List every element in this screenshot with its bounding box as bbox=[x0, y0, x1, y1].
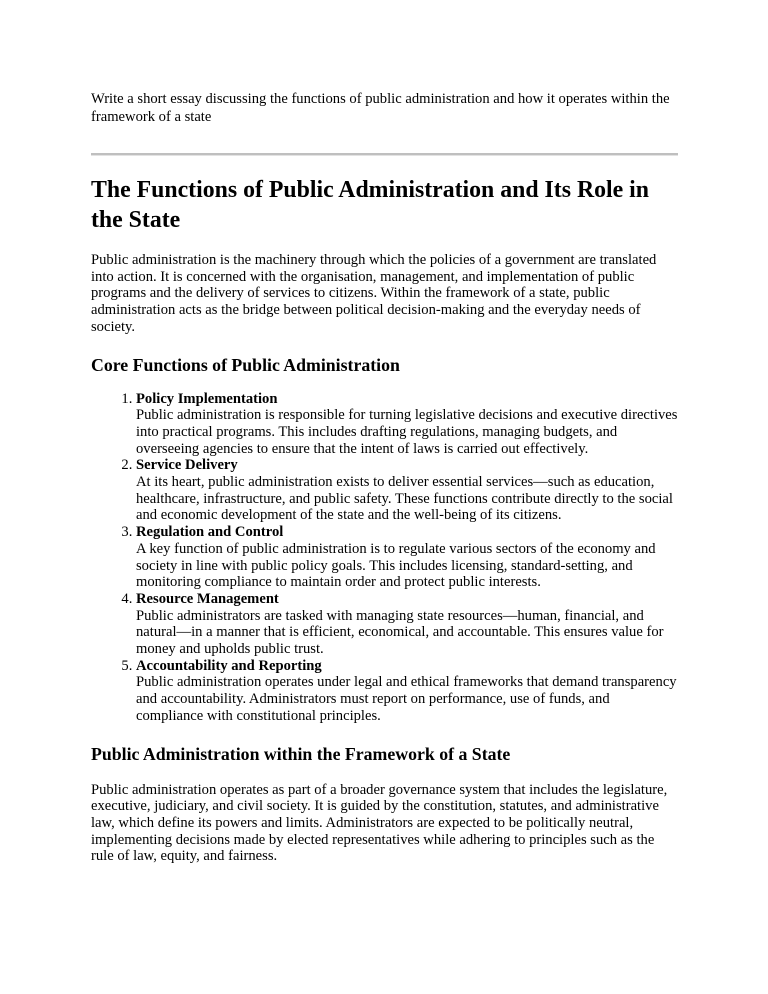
function-text: Public administrators are tasked with managing state resources—human, financial, and natural—in a manner that is efficient, economical, and accountable. This ensures value for money and upholds public trust. bbox=[136, 607, 664, 658]
functions-list bbox=[91, 391, 678, 725]
function-title: 3. Regulation and Control bbox=[136, 524, 284, 541]
function-title: 1. Policy Implementation bbox=[136, 390, 278, 407]
function-text: At its heart, public administration exists to deliver essential services—such as education, healthcare, infrastructure, and public safety. These functions contribute directly to the social and economic development of the state and the well-being of its citizens. bbox=[136, 474, 673, 524]
prompt-text: Write a short essay discussing the functions of public administration and how it operates within the framework of a state bbox=[91, 91, 670, 125]
function-text: Public administration is responsible for turning legislative decisions and executive directives into practical programs. This includes drafting regulations, managing budgets, and overseeing agencies to ensure that the intent of laws is carried out effectively. bbox=[136, 407, 678, 457]
function-title: 2. Service Delivery bbox=[136, 457, 238, 474]
list-item bbox=[136, 658, 678, 725]
framework-heading: Public Administration within the Framework of a State bbox=[91, 743, 511, 764]
essay-title: The Functions of Public Administration and Its Role in the State bbox=[91, 177, 649, 233]
function-text: A key function of public administration is to regulate various sectors of the economy and society in line with public policy goals. This includes licensing, standard-setting, and monitoring compliance to maintain order and protect public interests. bbox=[136, 540, 656, 591]
core-functions-heading: Core Functions of Public Administration bbox=[91, 354, 400, 375]
list-item bbox=[136, 591, 678, 658]
list-item bbox=[136, 391, 678, 458]
function-title: 4. Resource Management bbox=[136, 590, 279, 607]
intro-paragraph: Public administration is the machinery through which the policies of a government are translated into action. It is concerned with the organisation, management, and implementation of public programs and the delivery of services to citizens. Within the framework of a state, public administration acts as the bridge between political decision-making and the everyday needs of society. bbox=[91, 252, 657, 335]
function-title: 5. Accountability and Reporting bbox=[136, 657, 322, 674]
list-item bbox=[136, 457, 678, 524]
function-text: Public administration operates under legal and ethical frameworks that demand transparency and accountability. Administrators must report on performance, use of funds, and compliance with constitutional principles. bbox=[136, 674, 677, 724]
list-item bbox=[136, 524, 678, 591]
divider bbox=[91, 153, 678, 156]
framework-paragraph: Public administration operates as part of a broader governance system that includes the legislature, executive, judiciary, and civil society. It is guided by the constitution, statutes, and administrative law, which define its powers and limits. Administrators are expected to be politically neutral, implementing decisions made by elected representatives while adhering to principles such as the rule of law, equity, and fairness. bbox=[91, 781, 668, 865]
